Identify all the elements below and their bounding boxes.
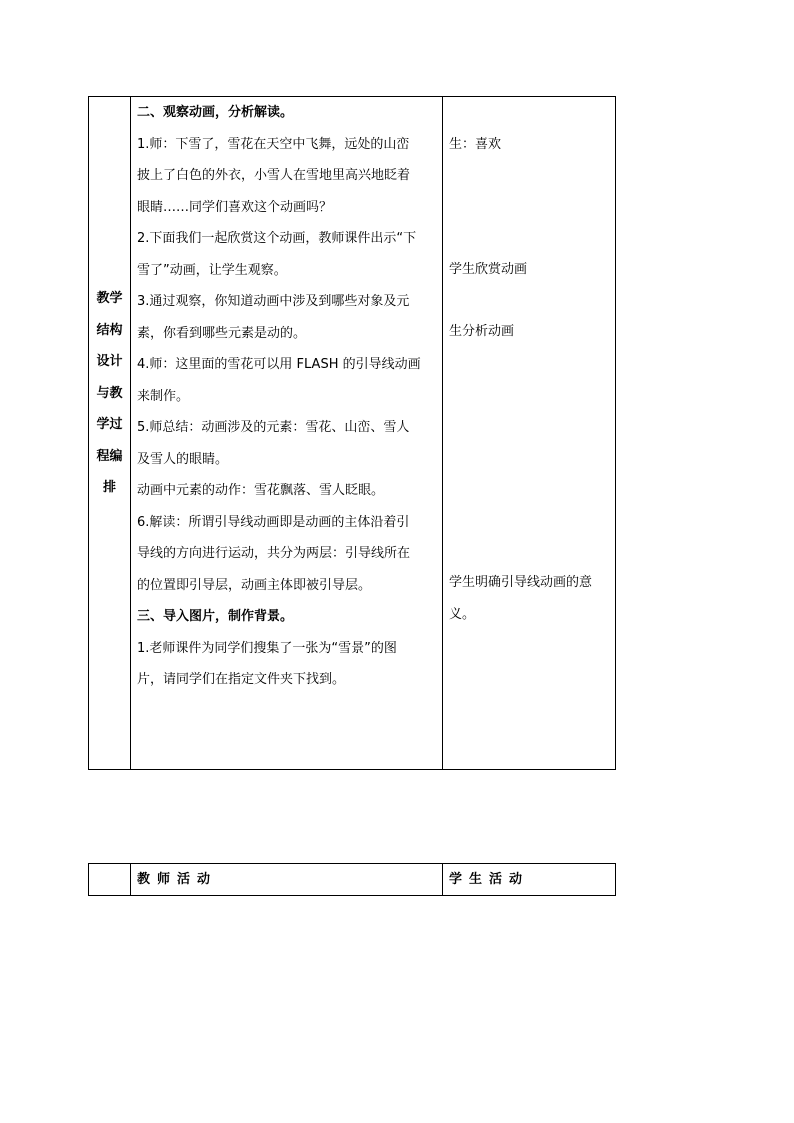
column-divider [130, 97, 131, 769]
column-divider [130, 864, 131, 895]
student-activity-header: 学生活动 [449, 872, 530, 887]
teacher-text-line: 披上了白色的外衣，小雪人在雪地里高兴地眨着 [137, 168, 411, 183]
student-activity-text: 生分析动画 [449, 324, 515, 339]
teacher-text-line: 片，请同学们在指定文件夹下找到。 [137, 672, 346, 687]
student-activity-text: 学生欣赏动画 [449, 262, 528, 277]
side-label [89, 283, 130, 504]
teacher-text-line: 导线的方向进行运动，共分为两层：引导线所在 [137, 546, 411, 561]
section-heading: 二、观察动画，分析解读。 [137, 105, 294, 120]
teacher-text-line: 雪了”动画，让学生观察。 [137, 262, 287, 278]
student-text-line: 义。 [449, 606, 476, 622]
column-divider [442, 97, 443, 769]
activity-header-table [88, 863, 616, 896]
teacher-text-line: 素，你看到哪些元素是动的。 [137, 325, 307, 341]
teacher-text-line: 2.下面我们一起欣赏这个动画，教师课件出示“下 [137, 231, 417, 246]
column-divider [442, 864, 443, 895]
side-label-line: 学过 [96, 417, 123, 432]
student-activity-text: 生：喜欢 [449, 137, 502, 152]
teacher-text-line: 动画中元素的动作：雪花飘落、雪人眨眼。 [137, 483, 385, 498]
side-label-line: 设计 [96, 354, 123, 369]
side-label-line: 与教 [96, 385, 123, 401]
teacher-activity-header: 教师活动 [137, 872, 218, 887]
teacher-text-line: 1.老师课件为同学们搜集了一张为“雪景”的图 [137, 640, 397, 656]
teacher-text-line: 4.师：这里面的雪花可以用 FLASH 的引导线动画 [137, 357, 421, 372]
student-text-line: 学生明确引导线动画的意 [449, 575, 593, 590]
teacher-text-line: 眼睛……同学们喜欢这个动画吗？ [137, 199, 333, 215]
side-label-line: 程编 [96, 448, 123, 464]
student-activity-text [449, 567, 613, 630]
teacher-activity-column [137, 97, 439, 696]
teacher-text-line: 6.解读：所谓引导线动画即是动画的主体沿着引 [137, 514, 410, 530]
side-label-line: 教学 [96, 291, 123, 306]
side-label-line: 排 [102, 480, 116, 495]
section-heading: 三、导入图片，制作背景。 [137, 609, 294, 624]
teacher-text-line: 及雪人的眼睛。 [137, 451, 229, 467]
teacher-text-line: 3.通过观察，你知道动画中涉及到哪些对象及元 [137, 294, 410, 309]
teacher-text-line: 来制作。 [137, 388, 190, 404]
teacher-text-line: 1.师：下雪了，雪花在天空中飞舞，远处的山峦 [137, 136, 410, 152]
teacher-text-line: 5.师总结：动画涉及的元素：雪花、山峦、雪人 [137, 420, 410, 435]
lesson-table [88, 96, 616, 770]
teacher-text-line: 的位置即引导层，动画主体即被引导层。 [137, 577, 372, 593]
side-label-line: 结构 [96, 322, 123, 338]
